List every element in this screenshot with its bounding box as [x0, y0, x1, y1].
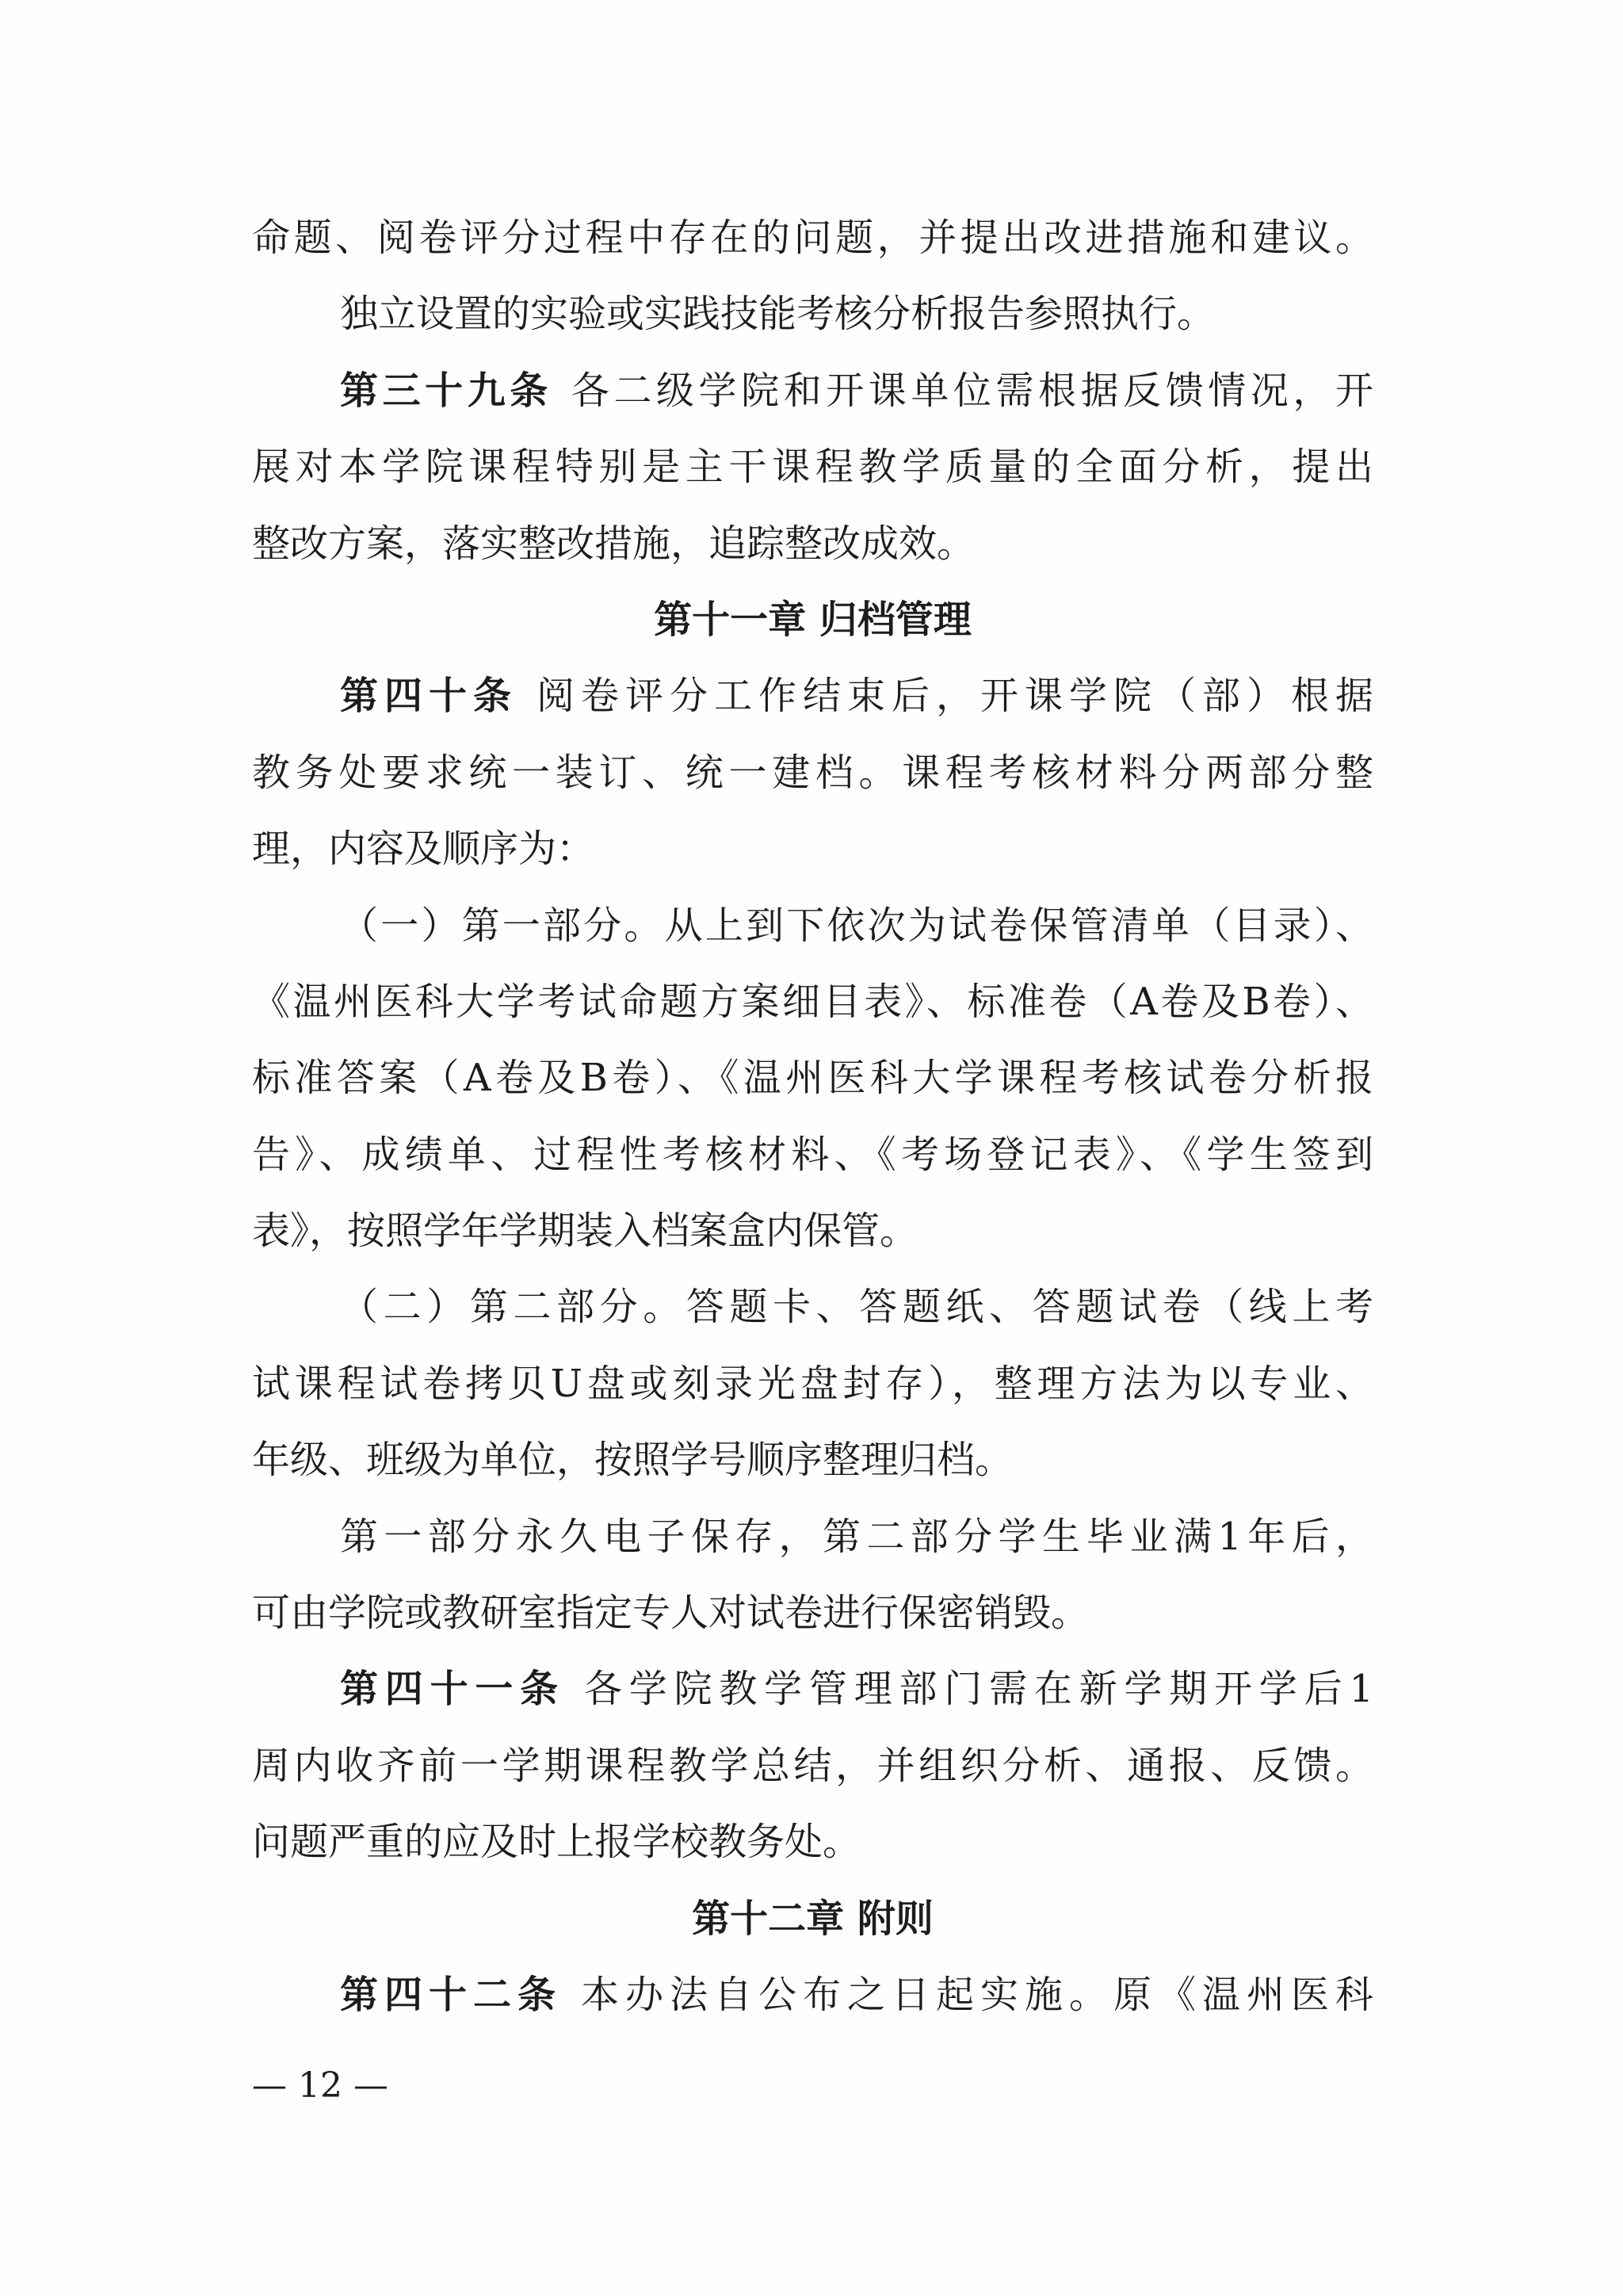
article-41: [252, 1651, 1373, 1880]
text-line: 周内收齐前一学期课程教学总结，并组织分析、通报、反馈。: [252, 1743, 1373, 1788]
chapter-heading: 第十二章 附则: [692, 1896, 934, 1941]
article-42: [252, 1957, 1373, 2033]
paragraph: [252, 276, 1373, 352]
article-number: 第四十二条: [340, 1972, 562, 2017]
text-line-body: 各学院教学管理部门需在新学期开学后1: [583, 1667, 1373, 1712]
text-line: 试课程试卷拷贝U盘或刻录光盘封存），整理方法为以专业、: [252, 1361, 1373, 1406]
text-line: （一）第一部分。从上到下依次为试卷保管清单（目录）、: [340, 903, 1373, 948]
paragraph: [252, 1499, 1373, 1652]
article-number: 第三十九条: [340, 368, 552, 413]
paragraph: [252, 888, 1373, 1270]
text-line-body: 本办法自公布之日起实施。原《温州医科: [581, 1972, 1373, 2017]
text-line: （二）第二部分。答题卡、答题纸、答题试卷（线上考: [340, 1285, 1373, 1330]
text-line: 理，内容及顺序为：: [252, 827, 595, 872]
text-line-body: 各二级学院和开课单位需根据反馈情况，开: [571, 368, 1373, 413]
text-line: 告》、成绩单、过程性考核材料、《考场登记表》、《学生签到: [252, 1132, 1373, 1177]
article-39: [252, 353, 1373, 582]
text-line-body: 阅卷评分工作结束后，开课学院（部）根据: [537, 674, 1373, 719]
text-line: 《温州医科大学考试命题方案细目表》、标准卷（A卷及B卷）、: [252, 979, 1373, 1024]
text-line: [252, 658, 1373, 734]
text-line: 标准答案（A卷及B卷）、《温州医科大学课程考核试卷分析报: [252, 1056, 1373, 1101]
text-line: 表》，按照学年学期装入档案盒内保管。: [252, 1209, 918, 1254]
document-page: [252, 200, 1373, 2033]
text-line: 问题严重的应及时上报学校教务处。: [252, 1820, 861, 1865]
text-line: 展对本学院课程特别是主干课程教学质量的全面分析，提出: [252, 445, 1373, 490]
text-line: 整改方案，落实整改措施，追踪整改成效。: [252, 521, 976, 566]
text-line: [252, 1651, 1373, 1727]
article-number: 第四十一条: [340, 1667, 565, 1712]
article-40: [252, 658, 1373, 887]
text-line: [252, 353, 1373, 429]
text-line: 独立设置的实验或实践技能考核分析报告参照执行。: [340, 292, 1216, 337]
text-line: [252, 1957, 1373, 2033]
chapter-heading: 第十一章 归档管理: [654, 597, 972, 642]
article-number: 第四十条: [340, 674, 517, 719]
text-line: 年级、班级为单位，按照学号顺序整理归档。: [252, 1438, 1014, 1483]
paragraph: [252, 200, 1373, 276]
text-line: 可由学院或教研室指定专人对试卷进行保密销毁。: [252, 1591, 1090, 1636]
text-line: 第一部分永久电子保存，第二部分学生毕业满1年后，: [340, 1514, 1373, 1559]
text-line: 教务处要求统一装订、统一建档。课程考核材料分两部分整: [252, 750, 1373, 795]
text-line: 命题、阅卷评分过程中存在的问题，并提出改进措施和建议。: [252, 216, 1373, 260]
page-number: — 12 —: [252, 2065, 388, 2106]
paragraph: [252, 1269, 1373, 1498]
